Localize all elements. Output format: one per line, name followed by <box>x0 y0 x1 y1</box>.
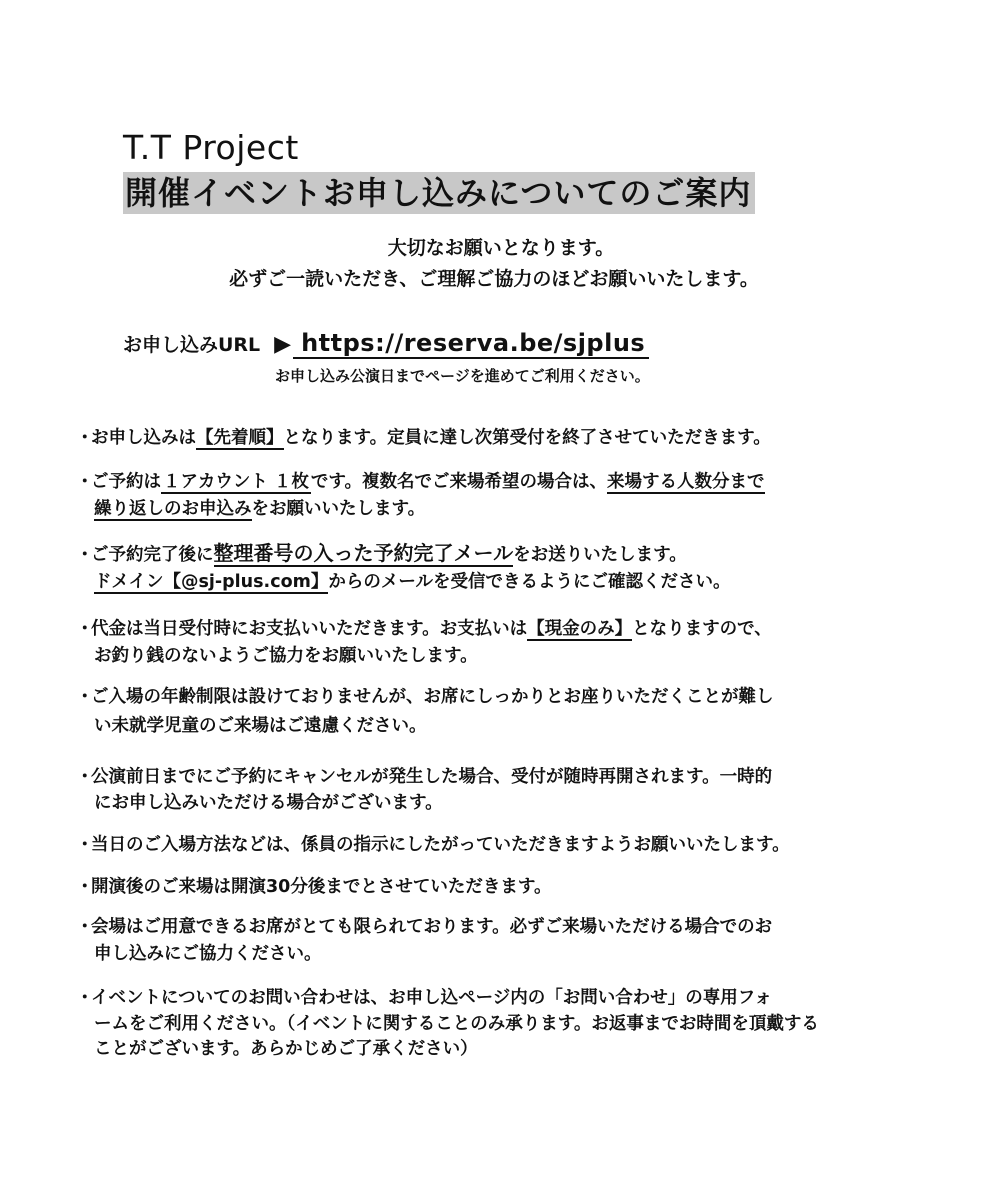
url-label: お申し込みURL <box>123 334 261 356</box>
item-text: 会場はご用意できるお席がとても限られております。必ずご来場いただける場合でのお <box>91 917 773 937</box>
list-item <box>76 684 774 711</box>
item-emphasis: 【現金のみ】 <box>527 619 633 639</box>
item-text: をお願いいたします。 <box>251 499 426 519</box>
item-text: となりますので、 <box>632 619 772 639</box>
item-text: 代金は当日受付時にお支払いいただきます。お支払いは <box>91 619 528 639</box>
item-text: 公演前日までにご予約にキャンセルが発生した場合、受付が随時再開されます。一時的 <box>91 767 773 787</box>
list-item-continuation <box>94 713 427 740</box>
intro-line-1: 大切なお願いとなります。 <box>387 237 615 259</box>
item-text: ご予約は <box>91 472 161 492</box>
list-item <box>76 616 772 643</box>
bullet-icon: ・ <box>76 877 94 897</box>
item-text: イベントについてのお問い合わせは、お申し込ページ内の「お問い合わせ」の専用フォ <box>91 988 772 1008</box>
item-text: をお送りいたします。 <box>513 545 687 565</box>
list-item-continuation <box>94 941 322 968</box>
item-emphasis: 来場する人数分まで <box>607 472 765 492</box>
url-note: お申し込み公演日までページを進めてご利用ください。 <box>275 367 650 385</box>
bullet-icon: ・ <box>76 835 94 855</box>
item-text: からのメールを受信できるようにご確認ください。 <box>328 572 731 592</box>
list-item-continuation <box>94 790 443 817</box>
list-item <box>76 874 551 901</box>
item-text: お申し込みは <box>91 428 196 448</box>
item-text: ームをご利用ください。（イベントに関することのみ承ります。お返事までお時間を頂戴する <box>94 1014 819 1034</box>
bullet-icon: ・ <box>76 988 94 1008</box>
page-title-wrapper <box>123 172 755 214</box>
url-row <box>123 328 649 360</box>
brand-name: T.T Project <box>123 128 299 167</box>
item-text: 開演後のご来場は開演30分後までとさせていただきます。 <box>91 877 552 897</box>
list-item-continuation <box>94 569 731 596</box>
list-item <box>76 832 790 859</box>
bullet-icon: ・ <box>76 767 94 787</box>
bullet-icon: ・ <box>76 619 94 639</box>
item-text: となります。定員に達し次第受付を終了させていただきます。 <box>283 428 771 448</box>
bullet-icon: ・ <box>76 917 94 937</box>
list-item-continuation <box>94 1036 478 1063</box>
bullet-icon: ・ <box>76 687 94 707</box>
item-emphasis: 繰り返しのお申込み <box>94 499 252 519</box>
item-emphasis: 整理番号の入った予約完了メール <box>213 541 514 565</box>
item-text: お釣り銭のないようご協力をお願いいたします。 <box>94 646 478 666</box>
bullet-icon: ・ <box>76 472 94 492</box>
list-item <box>76 764 772 791</box>
item-text: にお申し込みいただける場合がございます。 <box>94 793 443 813</box>
item-emphasis: 【先着順】 <box>196 428 284 448</box>
list-item-continuation <box>94 643 478 670</box>
item-text: ことがございます。あらかじめご了承ください） <box>94 1039 478 1059</box>
item-text: い未就学児童のご来場はご遠慮ください。 <box>94 716 427 736</box>
list-item <box>76 914 772 941</box>
item-emphasis: １アカウント １枚 <box>163 472 309 492</box>
list-item-continuation <box>94 496 425 523</box>
item-text: ご予約完了後に <box>91 545 214 565</box>
list-item <box>76 425 771 452</box>
bullet-icon: ・ <box>76 428 94 448</box>
domain-emphasis: ドメイン【@sj-plus.com】 <box>94 572 329 592</box>
list-item <box>76 540 687 569</box>
list-item <box>76 985 772 1012</box>
item-text: 申し込みにご協力ください。 <box>94 944 322 964</box>
item-text: です。複数名でご来場希望の場合は、 <box>310 472 608 492</box>
list-item <box>76 469 765 496</box>
arrow-right-icon: ▶ <box>274 332 292 357</box>
item-text: ご入場の年齢制限は設けておりませんが、お席にしっかりとお座りいただくことが難し <box>91 687 774 707</box>
bullet-icon: ・ <box>76 545 94 565</box>
page-title: 開催イベントお申し込みについてのご案内 <box>123 172 755 214</box>
item-text: 当日のご入場方法などは、係員の指示にしたがっていただきますようお願いいたします。 <box>91 835 790 855</box>
signup-url-link[interactable]: https://reserva.be/sjplus <box>293 329 649 359</box>
list-item-continuation <box>94 1011 819 1038</box>
intro-line-2: 必ずご一読いただき、ご理解ご協力のほどお願いいたします。 <box>229 268 759 290</box>
